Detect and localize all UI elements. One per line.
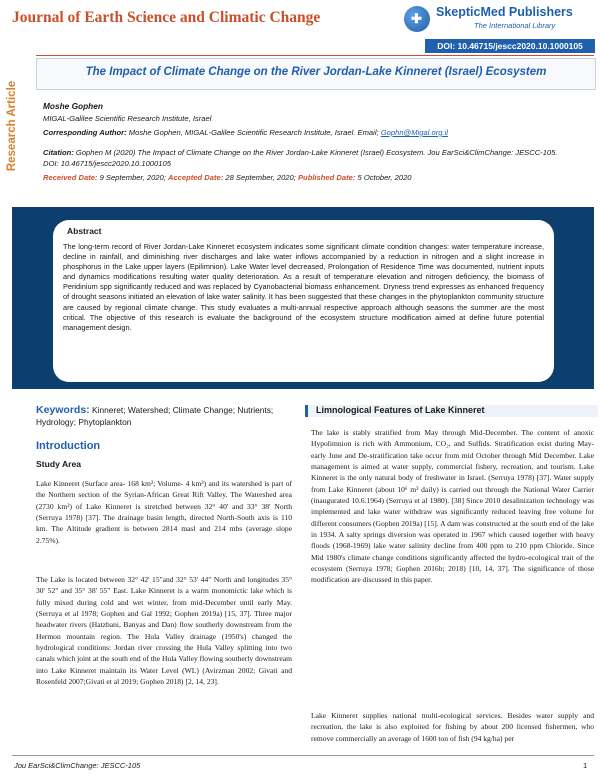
publisher-logo-icon: ✚ <box>404 6 430 32</box>
published-label: Published Date: <box>297 173 356 182</box>
journal-title: Journal of Earth Science and Climatic Change <box>12 9 321 26</box>
publisher-tagline: The International Library <box>474 21 556 30</box>
corresponding-author <box>43 128 448 137</box>
received-label: Received Date: <box>43 173 98 182</box>
keywords-text: Kinneret; Watershed; Climate Change; Nutrients; Hydrology; Phytoplankton <box>36 405 274 427</box>
limnology-heading-box <box>305 405 598 417</box>
article-dates <box>43 173 412 182</box>
corresponding-text: Moshe Gophen, MIGAL-Galilee Scientific Research Institute, Israel. Email; <box>126 128 381 137</box>
published-value: 5 October, 2020 <box>355 173 412 182</box>
study-area-heading: Study Area <box>36 459 82 469</box>
abstract-text: The long-term record of River Jordan-Lake Kinneret ecosystem indicates some significant climate condition changes: water temperature increase, decline in rainfall, and diminishing river discharges and lake water inflows accompanied by a reduction in nitrogen and a slight increase in phosphorus in the Lake upper layers (Epilimnion). Lake Water level decreased, Prolongation of Residence Time was documented, nutrient inputs and dynamics modifications resulting water quality deterioration. As a result of temperature elevation and nitrogen deficiency, the biomass of Peridinium spp significantly reduced and was replaced by Cyanobacterial biomass enhancement. Dryness trend expresses as enhanced frequency of drought seasons initiated an elevation of lake water salinity. It has been suggested that these changes in the phytoplankton community structure are caused by regional climate change. This study evaluates a multi-annual respective approach although seasons the summer are the most critical. The objective of this research is evaluate the background of the ecosystem structure modification aimed at define future potential management design. <box>63 242 544 332</box>
received-value: 9 September, 2020; <box>97 173 168 182</box>
publisher-logo[interactable] <box>404 4 594 34</box>
limnology-paragraph: The lake is stably stratified from May through Mid-December. The content of anoxic Hypolimnion is rich with Ammonium, CO₂, and Sulfids. Stratification exist during May-early June and De-stratification take occur from mid October through Mid December. Lake management is aimed at water supply, commercial fishery, recreation, and tourism. Lake Kinneret is the only natural body of freshwater in Israel. (Serruya 1978) [37]. Water supply from Lake Kinneret (about 10⁶ m³ daily) is carried out through the National Water Carrier (inaugurated 10.6.1964) (Serruya et al 1980). [38] Since 2010 desalinization technology was implemented and lake water withdraw was significantly reduced leaving free volume for different consumers (Gophen 2019a) [15]. A dam was constructed at the south end of the lake in 1934. A salty springs diversion was operated in 1967 which caused together with heavy floods (1968-1969) lake water salinity decline from 400 ppm to 210 ppm Chloride. Since Mid 1980's climate change conditions significantly affected the hydro-ecological trait of the ecosystem (Serruya 1978; Gophen 2016b; 2018) [10, 14, 37]. The significance of those modification are discussed in this paper. <box>311 428 594 585</box>
abstract-heading: Abstract <box>67 226 102 236</box>
keywords <box>36 405 294 428</box>
intro-paragraph: The Lake is located between 32° 42' 15"and 32° 53' 44" North and longitudes 35° 30' 52" and 35° 38' 55" East. Lake Kinneret is a warm monomictic lake which is fully mixed during cold and wet winter, from mid-December until early May. (Serruya et al 1978; Gophen and Gal 1992; Gophen 2019a) [15, 37]. Three major headwater rivers (Hatzbani, Banyas and Dan) flow southerly downstream from the Hermon mountain region. The Hula Valley drainage (1950's) changed the hydrological conditions: Jordan river crossing the Hula Valley splitting into two canals which joint at the south end of the Hula Valley flowing southerly downstream into Lake Kinneret maintain its Water Level (WL) (Avirzman 2002; Givati and Rosenfeld 2007;Givati et al 2019; Gophen 2018) [2, 14, 23]. <box>36 575 292 687</box>
citation <box>43 148 573 169</box>
footer-divider <box>12 755 594 756</box>
publisher-name: SkepticMed Publishers <box>436 5 573 19</box>
accepted-value: 28 September, 2020; <box>223 173 298 182</box>
corresponding-label: Corresponding Author: <box>43 128 127 137</box>
footer-journal-ref: Jou EarSci&ClimChange: JESCC-105 <box>14 761 141 770</box>
limnology-paragraph: Lake Kinneret supplies national multi-ecological services. Besides water supply and recreation, the lake is also exploited for fishing by about 200 licensed fishermen, who remove commercially an average of 1600 ton of fish (94 kg/ha) per <box>311 711 594 743</box>
abstract-box <box>53 220 554 382</box>
citation-label: Citation: <box>43 148 74 157</box>
article-type-label <box>4 70 20 190</box>
author-email-link[interactable]: Gophn@Migal.org.il <box>380 128 448 137</box>
paper-title: The Impact of Climate Change on the River Jordan-Lake Kinneret (Israel) Ecosystem <box>85 66 547 78</box>
title-box <box>36 58 596 90</box>
author-name: Moshe Gophen <box>43 101 103 111</box>
keywords-label: Keywords: <box>36 404 90 416</box>
page-number: 1 <box>583 761 588 770</box>
introduction-heading: Introduction <box>36 440 101 452</box>
limnology-heading: Limnological Features of Lake Kinneret <box>316 405 485 415</box>
author-affiliation: MIGAL-Galilee Scientific Research Institute, Israel <box>43 114 212 123</box>
header-divider <box>36 55 594 56</box>
doi-badge[interactable]: DOI: 10.46715/jescc2020.10.1000105 <box>425 39 595 53</box>
citation-text: Gophen M (2020) The Impact of Climate Change on the River Jordan-Lake Kinneret (Israel) Ecosystem. Jou EarSci&ClimChange: JESCC-105. DOI: 10.46715/jescc2020.10.1000105 <box>43 148 558 168</box>
accepted-label: Accepted Date: <box>167 173 224 182</box>
article-type-text: Research Article <box>6 80 18 172</box>
intro-paragraph: Lake Kinneret (Surface area- 168 km²; Volume- 4 km³) and its watershed is part of the Northern section of the Syrian-African Great Rift Valley. The Watershed area (2730 km²) of Lake Kinneret is stretched between 32° 40' and 33° 38' North (Serruya 1978) [37]. The drainage basin length, directed North-South axis is 110 km. The Altitude gradient is between 2814 masl and 214 mbs (average slope 2.75%). <box>36 479 292 545</box>
